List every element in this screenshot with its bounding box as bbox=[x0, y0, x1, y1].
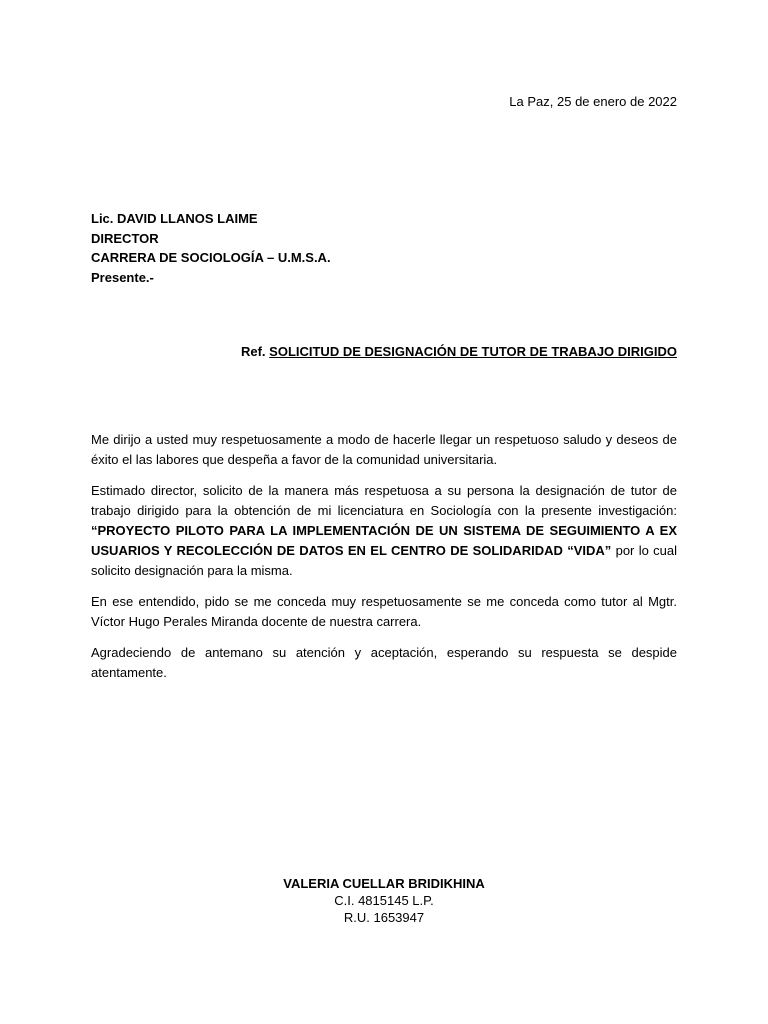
body-paragraph-4: Agradeciendo de antemano su atención y aceptación, esperando su respuesta se despide atentamente. bbox=[91, 645, 677, 680]
signature-block bbox=[0, 875, 768, 926]
signature-ci: C.I. 4815145 L.P. bbox=[334, 893, 434, 908]
addressee-institution: CARRERA DE SOCIOLOGÍA – U.M.S.A. bbox=[91, 250, 331, 265]
addressee-position: DIRECTOR bbox=[91, 230, 159, 246]
letter-body bbox=[91, 430, 677, 694]
signature-name: VALERIA CUELLAR BRIDIKHINA bbox=[283, 876, 485, 891]
body-paragraph-1: Me dirijo a usted muy respetuosamente a modo de hacerle llegar un respetuoso saludo y deseos de éxito el las labores que despeña a favor de la comunidad universitaria. bbox=[91, 432, 677, 467]
research-title: “PROYECTO PILOTO PARA LA IMPLEMENTACIÓN DE UN SISTEMA DE SEGUIMIENTO A EX USUARIOS Y RECOLECCIÓN DE DATOS EN EL CENTRO DE SOLIDARIDAD “VIDA” bbox=[91, 523, 677, 558]
paragraph-2-intro: Estimado director, solicito de la manera más respetuosa a su persona la designación de tutor de trabajo dirigido para la obtención de mi licenciatura en Sociología con la presente investigación: bbox=[91, 483, 677, 518]
reference-prefix: Ref. bbox=[240, 344, 266, 359]
addressee-block bbox=[91, 209, 331, 287]
body-paragraph-2 bbox=[91, 481, 677, 581]
reference-line bbox=[241, 344, 677, 359]
reference-subject: SOLICITUD DE DESIGNACIÓN DE TUTOR DE TRABAJO DIRIGIDO bbox=[269, 344, 677, 359]
body-paragraph-3: En ese entendido, pido se me conceda muy respetuosamente se me conceda como tutor al Mgtr. Víctor Hugo Perales Miranda docente de nuestra carrera. bbox=[91, 594, 677, 629]
paragraph-2-end: por lo cual solicito designación para la misma. bbox=[91, 543, 678, 578]
signature-ru: R.U. 1653947 bbox=[343, 910, 425, 925]
letter-date: La Paz, 25 de enero de 2022 bbox=[509, 94, 677, 109]
addressee-name: Lic. DAVID LLANOS LAIME bbox=[91, 211, 258, 226]
addressee-presente: Presente.- bbox=[91, 269, 154, 285]
